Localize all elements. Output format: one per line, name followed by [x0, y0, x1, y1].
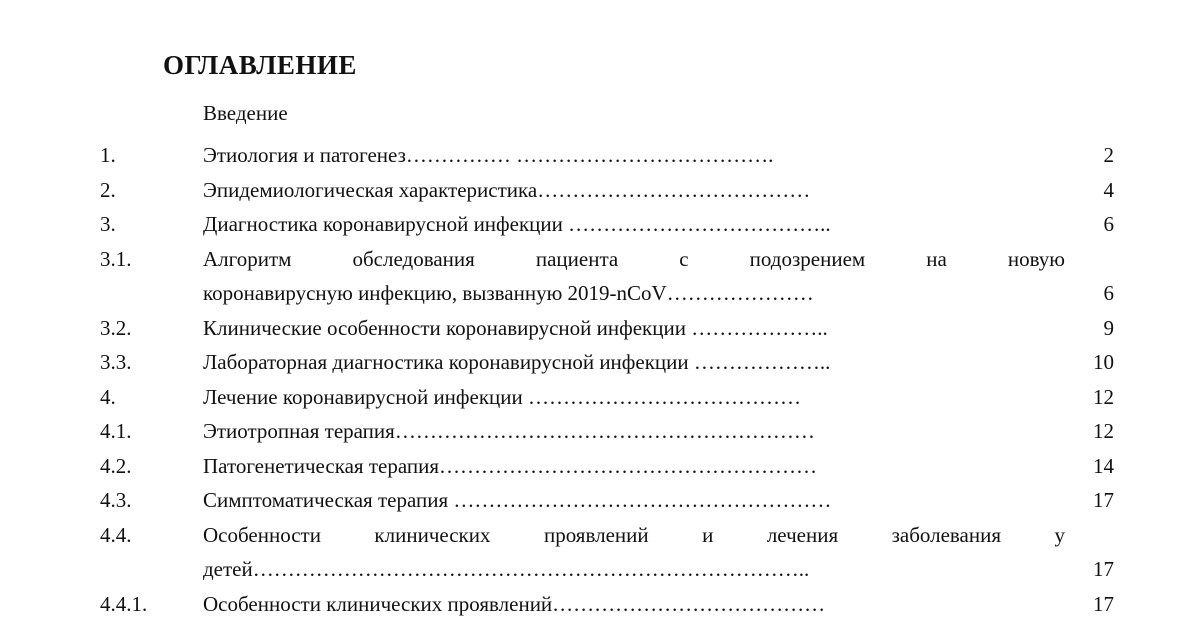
toc-entry: [0, 483, 1200, 518]
toc-entry-page-number: 6: [1103, 281, 1114, 305]
toc-entry: [0, 138, 1200, 173]
toc-entry-text: [203, 242, 1065, 311]
toc-entry-number: 3.2.: [100, 315, 132, 340]
toc-entry-line: Эпидемиологическая характеристика…………………………………: [203, 177, 811, 202]
toc-entry-line: коронавирусную инфекцию, вызванную 2019-nCoV…………………: [203, 281, 814, 305]
toc-entry-line: Симптоматическая терапия ………………………………………………: [203, 488, 832, 512]
toc-entry-line: Лабораторная диагностика коронавирусной инфекции ………………..: [203, 350, 831, 374]
toc-entry-page-number: 4: [1103, 177, 1114, 202]
toc-entry-page-number: 2: [1103, 143, 1114, 167]
toc-entry-page-number: 17: [1093, 591, 1114, 616]
toc-entry-line: Лечение коронавирусной инфекции …………………………………: [203, 384, 802, 409]
toc-entry: [0, 345, 1200, 380]
toc-entry-page-number: 12: [1093, 384, 1114, 409]
toc-entry-number: 4.4.: [100, 522, 132, 547]
toc-entry: [0, 311, 1200, 346]
toc-title: ОГЛАВЛЕНИЕ: [163, 50, 357, 80]
toc-entry-text: [203, 138, 1065, 173]
toc-entry-text: [203, 173, 1065, 208]
toc-entry-number: 3.1.: [100, 246, 132, 271]
toc-entry-text: [203, 311, 1065, 346]
toc-entry: [0, 380, 1200, 415]
toc-entry-line: Особенности клинических проявлений…………………………………: [203, 591, 826, 616]
toc-entry-number: 4.1.: [100, 419, 132, 443]
toc-entry-line: Патогенетическая терапия………………………………………………: [203, 453, 817, 478]
toc-intro: Введение: [203, 101, 288, 125]
toc-entry: [0, 173, 1200, 208]
toc-entry: [0, 587, 1200, 622]
toc-entry-text: [203, 380, 1065, 415]
toc-entry: [0, 242, 1200, 311]
toc-entry-page-number: 17: [1093, 488, 1114, 512]
toc-entry-text: [203, 345, 1065, 380]
toc-entry-line: Алгоритм обследования пациента с подозрением на новую: [203, 246, 1065, 271]
toc-entry-page-number: 9: [1103, 315, 1114, 340]
toc-entry-page-number: 12: [1093, 419, 1114, 443]
toc-entry-page-number: 10: [1093, 350, 1114, 374]
toc-entry-number: 3.: [100, 212, 116, 236]
toc-entries: [0, 138, 1200, 621]
toc-entry-text: [203, 587, 1065, 622]
toc-entry-text: [203, 414, 1065, 449]
toc-entry: [0, 414, 1200, 449]
toc-entry: [0, 207, 1200, 242]
toc-entry-text: [203, 449, 1065, 484]
toc-entry-number: 4.3.: [100, 488, 132, 512]
toc-entry-number: 4.4.1.: [100, 591, 148, 616]
toc-entry-text: [203, 518, 1065, 587]
toc-entry-text: [203, 483, 1065, 518]
toc-entry-line: Особенности клинических проявлений и лечения заболевания у: [203, 522, 1065, 547]
toc-entry-line: Диагностика коронавирусной инфекции ………………………………..: [203, 212, 831, 236]
toc-entry: [0, 449, 1200, 484]
toc-entry: [0, 518, 1200, 587]
toc-entry-line: Клинические особенности коронавирусной инфекции ………………..: [203, 315, 828, 340]
toc-entry-text: [203, 207, 1065, 242]
toc-entry-number: 4.: [100, 384, 116, 409]
toc-entry-number: 2.: [100, 177, 116, 202]
toc-entry-line: детей……………………………………………………………………..: [203, 557, 810, 581]
toc-entry-line: Этиология и патогенез…………… ……………………………….: [203, 143, 774, 167]
toc-entry-page-number: 6: [1103, 212, 1114, 236]
toc-entry-page-number: 14: [1093, 453, 1114, 478]
toc-entry-page-number: 17: [1093, 557, 1114, 581]
toc-entry-number: 3.3.: [100, 350, 132, 374]
toc-entry-number: 4.2.: [100, 453, 132, 478]
toc-entry-number: 1.: [100, 143, 116, 167]
toc-entry-line: Этиотропная терапия……………………………………………………: [203, 419, 815, 443]
